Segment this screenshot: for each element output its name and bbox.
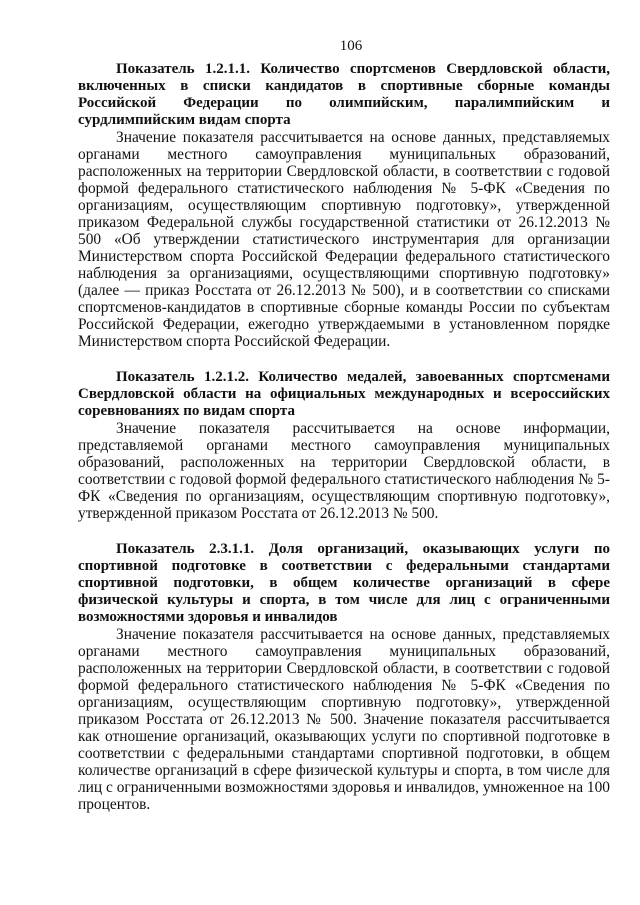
indicator-heading: Показатель 1.2.1.2. Количество медалей, завоеванных спортсменами Свердловской области на официальных международных и всероссийских соревнованиях по видам спорта (78, 369, 610, 419)
indicator-description: Значение показателя рассчитывается на основе данных, представляемых органами местного самоуправления муниципальных образований, расположенных на территории Свердловской области, в соответствии с годовой формой федерального статистического наблюдения № 5-ФК «Сведения по организациям, осуществляющим спортивную подготовку», утвержденной приказом Федеральной службы государственной статистики от 26.12.2013 № 500 «Об утверждении статистического инструментария для организации Министерством спорта Российской Федерации федерального статистического наблюдения за организациями, осуществляющими спортивную подготовку» (далее — приказ Росстата от 26.12.2013 № 500), и в соответствии со списками спортсменов-кандидатов в спортивные сборные команды России по субъектам Российской Федерации, ежегодно утверждаемыми в установленном порядке Министерством спорта Российской Федерации. (78, 129, 610, 350)
indicator-section-1-2-1-2 (78, 369, 610, 522)
page-number: 106 (339, 38, 363, 54)
indicator-section-2-3-1-1 (78, 541, 610, 813)
indicator-description: Значение показателя рассчитывается на основе информации, представляемой органами местного самоуправления муниципальных образований, расположенных на территории Свердловской области, в соответствии с годовой формой федерального статистического наблюдения № 5-ФК «Сведения по организациям, осуществляющим спортивную подготовку», утвержденной приказом Росстата от 26.12.2013 № 500. (78, 420, 610, 522)
indicator-section-1-2-1-1 (78, 61, 610, 350)
indicator-heading: Показатель 1.2.1.1. Количество спортсменов Свердловской области, включенных в списки кандидатов в спортивные сборные команды Российской Федерации по олимпийским, паралимпийским и сурдлимпийским видам спорта (78, 61, 610, 128)
indicator-heading: Показатель 2.3.1.1. Доля организаций, оказывающих услуги по спортивной подготовке в соответствии с федеральными стандартами спортивной подготовки, в общем количестве организаций в сфере физической культуры и спорта, в том числе для лиц с ограниченными возможностями здоровья и инвалидов (78, 541, 610, 625)
indicator-description: Значение показателя рассчитывается на основе данных, представляемых органами местного самоуправления муниципальных образований, расположенных на территории Свердловской области, в соответствии с годовой формой федерального статистического наблюдения № 5-ФК «Сведения по организациям, осуществляющим спортивную подготовку», утвержденной приказом Росстата от 26.12.2013 № 500. Значение показателя рассчитывается как отношение организаций, оказывающих услуги по спортивной подготовке в соответствии с федеральными стандартами спортивной подготовки, в общем количестве организаций в сфере физической культуры и спорта, в том числе для лиц с ограниченными возможностями здоровья и инвалидов, умноженное на 100 процентов. (78, 626, 610, 813)
